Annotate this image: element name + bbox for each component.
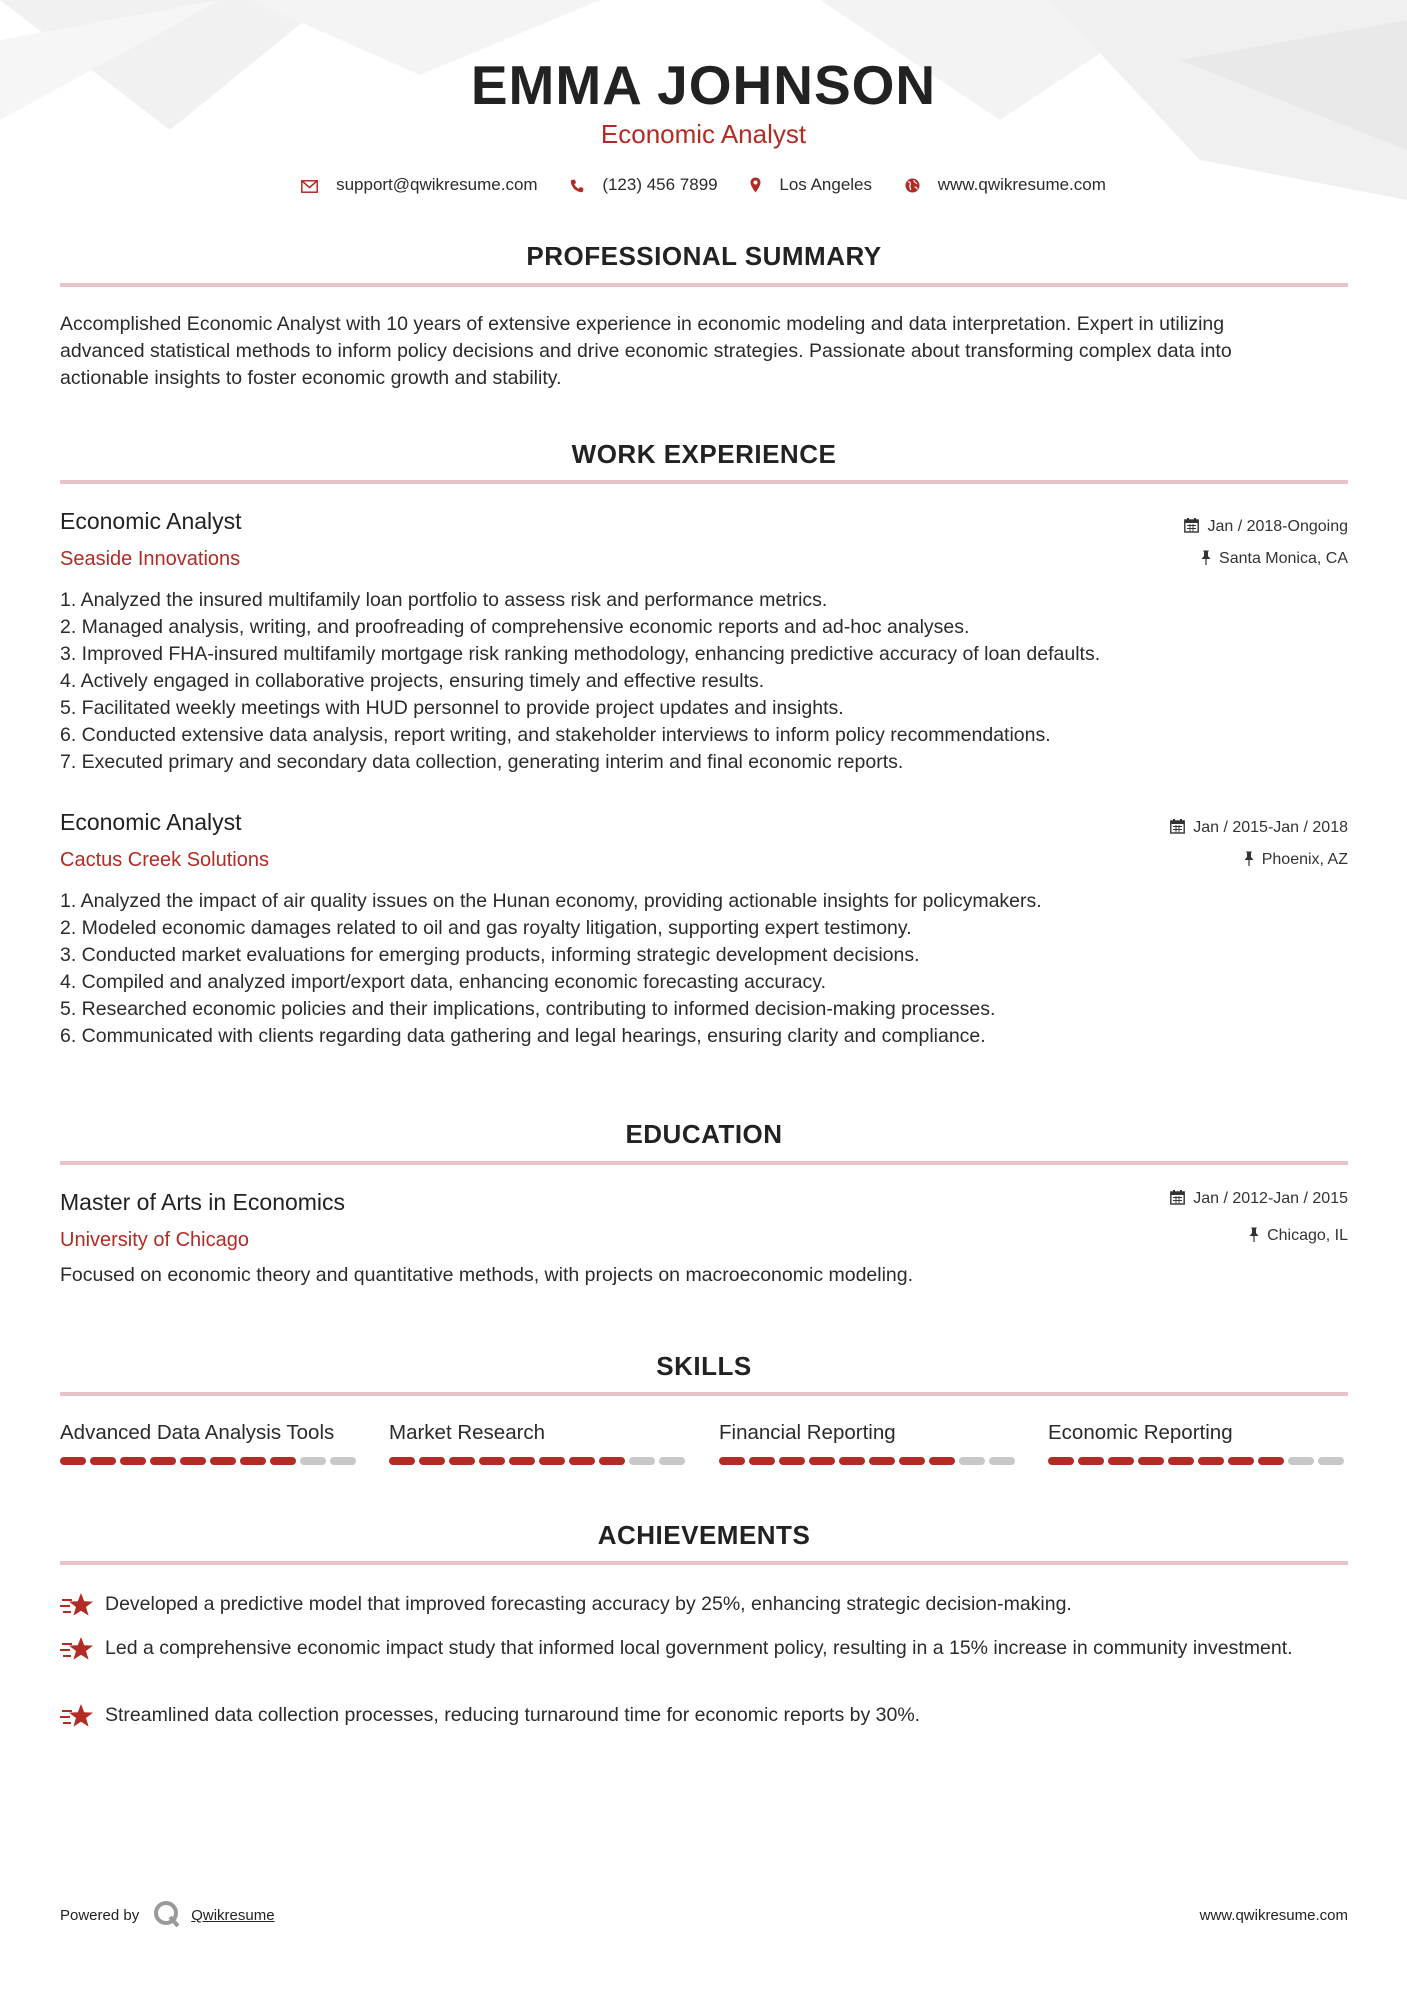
job-location xyxy=(1201,550,1348,567)
achievement-text: Developed a predictive model that improved forecasting accuracy by 25%, enhancing strategic decision-making. xyxy=(105,1593,1072,1615)
contact-phone[interactable] xyxy=(570,175,717,195)
email-text: support@qwikresume.com xyxy=(336,174,538,194)
job-company: Cactus Creek Solutions xyxy=(60,849,269,871)
summary-heading: PROFESSIONAL SUMMARY xyxy=(526,241,882,271)
contact-bar xyxy=(0,174,1407,195)
skill-segment-filled xyxy=(869,1457,895,1465)
skills-heading: SKILLS xyxy=(656,1351,752,1381)
job-location-text: Phoenix, AZ xyxy=(1261,851,1348,868)
skill-segment-filled xyxy=(1258,1457,1284,1465)
job-dates xyxy=(1170,819,1348,836)
skill-segment-empty xyxy=(330,1457,356,1465)
skill-level-bar xyxy=(389,1457,689,1465)
skill-segment-filled xyxy=(539,1457,565,1465)
footer-website[interactable]: www.qwikresume.com xyxy=(1199,1907,1348,1924)
skill-segment-empty xyxy=(989,1457,1015,1465)
skill-segment-filled xyxy=(180,1457,206,1465)
calendar-icon xyxy=(1184,518,1199,533)
skill-segment-empty xyxy=(629,1457,655,1465)
skill-item xyxy=(719,1423,1019,1444)
skill-segment-filled xyxy=(509,1457,535,1465)
skill-segment-filled xyxy=(389,1457,415,1465)
achievements-heading: ACHIEVEMENTS xyxy=(597,1520,811,1550)
skill-segment-filled xyxy=(120,1457,146,1465)
phone-text: (123) 456 7899 xyxy=(602,174,718,194)
qwikresume-logo xyxy=(153,1900,181,1928)
job-title: Economic Analyst xyxy=(60,809,242,835)
contact-website[interactable] xyxy=(905,175,1106,195)
skill-segment-filled xyxy=(240,1457,266,1465)
education-description: Focused on economic theory and quantitative methods, with projects on macroeconomic modeling. xyxy=(60,1264,914,1286)
education-dates xyxy=(1170,1190,1348,1207)
job-location-text: Santa Monica, CA xyxy=(1219,550,1348,567)
skill-name: Economic Reporting xyxy=(1048,1421,1233,1444)
experience-divider xyxy=(60,480,1348,484)
skill-segment-filled xyxy=(779,1457,805,1465)
skill-level-bar xyxy=(60,1457,360,1465)
candidate-role: Economic Analyst xyxy=(600,119,807,149)
skill-name: Advanced Data Analysis Tools xyxy=(60,1421,335,1444)
skill-segment-filled xyxy=(929,1457,955,1465)
map-pin-icon xyxy=(750,177,761,193)
skill-segment-filled xyxy=(210,1457,236,1465)
skill-segment-filled xyxy=(1108,1457,1134,1465)
skill-segment-filled xyxy=(1138,1457,1164,1465)
list-item: 1. Analyzed the insured multifamily loan portfolio to assess risk and performance metrics. xyxy=(60,589,828,611)
list-item: 5. Facilitated weekly meetings with HUD personnel to provide project updates and insights. xyxy=(60,697,844,719)
job-title: Economic Analyst xyxy=(60,508,242,534)
skill-segment-empty xyxy=(959,1457,985,1465)
job-dates xyxy=(1184,518,1348,535)
list-item: 2. Modeled economic damages related to oil and gas royalty litigation, supporting expert testimony. xyxy=(60,917,912,939)
education-location-text: Chicago, IL xyxy=(1267,1227,1348,1244)
skill-segment-filled xyxy=(419,1457,445,1465)
skill-segment-filled xyxy=(60,1457,86,1465)
star-icon xyxy=(60,1635,94,1663)
skill-segment-filled xyxy=(1228,1457,1254,1465)
list-item: 3. Conducted market evaluations for emerging products, informing strategic development decisions. xyxy=(60,944,920,966)
skill-item xyxy=(389,1423,689,1444)
job-location xyxy=(1244,851,1348,868)
skill-name: Financial Reporting xyxy=(719,1421,896,1444)
envelope-icon xyxy=(301,180,318,193)
skill-segment-filled xyxy=(899,1457,925,1465)
phone-icon xyxy=(570,179,584,193)
skill-segment-filled xyxy=(1078,1457,1104,1465)
skill-segment-filled xyxy=(1198,1457,1224,1465)
list-item: 5. Researched economic policies and their implications, contributing to informed decision-making processes. xyxy=(60,998,996,1020)
achievement-text: Streamlined data collection processes, reducing turnaround time for economic reports by 30%. xyxy=(105,1704,921,1726)
skill-item xyxy=(60,1423,360,1444)
candidate-name: EMMA JOHNSON xyxy=(470,54,937,116)
contact-location xyxy=(750,175,872,195)
skill-segment-empty xyxy=(659,1457,685,1465)
skill-segment-empty xyxy=(1318,1457,1344,1465)
summary-divider xyxy=(60,283,1348,287)
education-heading: EDUCATION xyxy=(625,1119,783,1149)
star-icon xyxy=(60,1591,94,1619)
pushpin-icon xyxy=(1244,851,1254,866)
job-company: Seaside Innovations xyxy=(60,548,241,570)
experience-heading: WORK EXPERIENCE xyxy=(571,439,837,469)
skill-level-bar xyxy=(719,1457,1019,1465)
school-name: University of Chicago xyxy=(60,1229,249,1251)
calendar-icon xyxy=(1170,1190,1185,1205)
job-duties xyxy=(60,587,1320,776)
skill-segment-filled xyxy=(839,1457,865,1465)
education-location xyxy=(1249,1227,1348,1244)
list-item: 4. Actively engaged in collaborative projects, ensuring timely and effective results. xyxy=(60,670,765,692)
skill-segment-filled xyxy=(1048,1457,1074,1465)
job-duties xyxy=(60,888,1320,1050)
skill-segment-filled xyxy=(449,1457,475,1465)
location-text: Los Angeles xyxy=(779,174,873,194)
skill-name: Market Research xyxy=(389,1421,546,1444)
powered-by-label: Powered by xyxy=(60,1907,140,1924)
skill-item xyxy=(1048,1423,1348,1444)
website-text: www.qwikresume.com xyxy=(937,174,1106,194)
list-item: 3. Improved FHA-insured multifamily mortgage risk ranking methodology, enhancing predictive accuracy of loan defaults. xyxy=(60,643,1101,665)
degree-title: Master of Arts in Economics xyxy=(60,1189,346,1215)
list-item: 1. Analyzed the impact of air quality issues on the Hunan economy, providing actionable insights for policymakers. xyxy=(60,890,1042,912)
skill-segment-filled xyxy=(479,1457,505,1465)
list-item: 6. Communicated with clients regarding data gathering and legal hearings, ensuring clarity and compliance. xyxy=(60,1025,986,1047)
footer-powered-by xyxy=(60,1900,275,1928)
skill-segment-filled xyxy=(599,1457,625,1465)
job-dates-text: Jan / 2015-Jan / 2018 xyxy=(1193,819,1348,836)
skill-segment-filled xyxy=(270,1457,296,1465)
skill-segment-filled xyxy=(1168,1457,1194,1465)
star-icon xyxy=(60,1702,94,1730)
job-dates-text: Jan / 2018-Ongoing xyxy=(1207,518,1348,535)
skill-segment-filled xyxy=(569,1457,595,1465)
skill-segment-empty xyxy=(300,1457,326,1465)
achievements-divider xyxy=(60,1561,1348,1565)
skills-divider xyxy=(60,1392,1348,1396)
globe-icon xyxy=(905,178,920,193)
education-dates-text: Jan / 2012-Jan / 2015 xyxy=(1193,1190,1348,1207)
brand-link[interactable]: Qwikresume xyxy=(191,1907,275,1924)
pushpin-icon xyxy=(1201,550,1211,565)
list-item: 7. Executed primary and secondary data collection, generating interim and final economic reports. xyxy=(60,751,904,773)
list-item: 2. Managed analysis, writing, and proofreading of comprehensive economic reports and ad-hoc analyses. xyxy=(60,616,970,638)
skill-segment-filled xyxy=(150,1457,176,1465)
summary-text: Accomplished Economic Analyst with 10 years of extensive experience in economic modeling and data interpretation. Expert in utilizing advanced statistical methods to inform policy decisions and drive economic strategies. Passionate about transforming complex data into actionable insights to foster economic growth and stability. xyxy=(60,313,1232,389)
skill-segment-filled xyxy=(809,1457,835,1465)
education-divider xyxy=(60,1161,1348,1165)
list-item: 6. Conducted extensive data analysis, report writing, and stakeholder interviews to inform policy recommendations. xyxy=(60,724,1051,746)
skill-level-bar xyxy=(1048,1457,1348,1465)
calendar-icon xyxy=(1170,819,1185,834)
skill-segment-filled xyxy=(749,1457,775,1465)
skill-segment-filled xyxy=(719,1457,745,1465)
contact-email[interactable] xyxy=(301,175,538,195)
pushpin-icon xyxy=(1249,1227,1259,1242)
achievement-text: Led a comprehensive economic impact study that informed local government policy, resulting in a 15% increase in community investment. xyxy=(105,1637,1293,1659)
skill-segment-empty xyxy=(1288,1457,1314,1465)
list-item: 4. Compiled and analyzed import/export data, enhancing economic forecasting accuracy. xyxy=(60,971,826,993)
skill-segment-filled xyxy=(90,1457,116,1465)
